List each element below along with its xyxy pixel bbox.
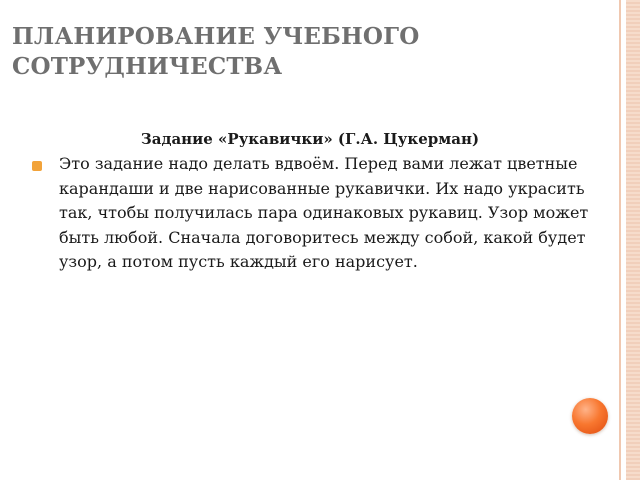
bullet-text: Это задание надо делать вдвоём. Перед вами лежат цветные карандаши и две нарисованные рукавички. Их надо украсить так, чтобы получилась пара одинаковых рукавиц. Узор может быть любой. Сначала договоритесь между собой, какой будет узор, а потом пусть каждый его нарисует. [59,154,589,271]
slide-subtitle: Задание «Рукавички» (Г.А. Цукерман) [140,130,480,148]
square-bullet-icon [32,161,42,171]
right-decorative-band [626,0,640,480]
bullet-item [30,152,614,275]
orange-circle-icon [572,398,608,434]
bullet-list [30,152,614,275]
slide-title: ПЛАНИРОВАНИЕ УЧЕБНОГО СОТРУДНИЧЕСТВА [12,23,420,80]
right-decorative-line [619,0,621,480]
